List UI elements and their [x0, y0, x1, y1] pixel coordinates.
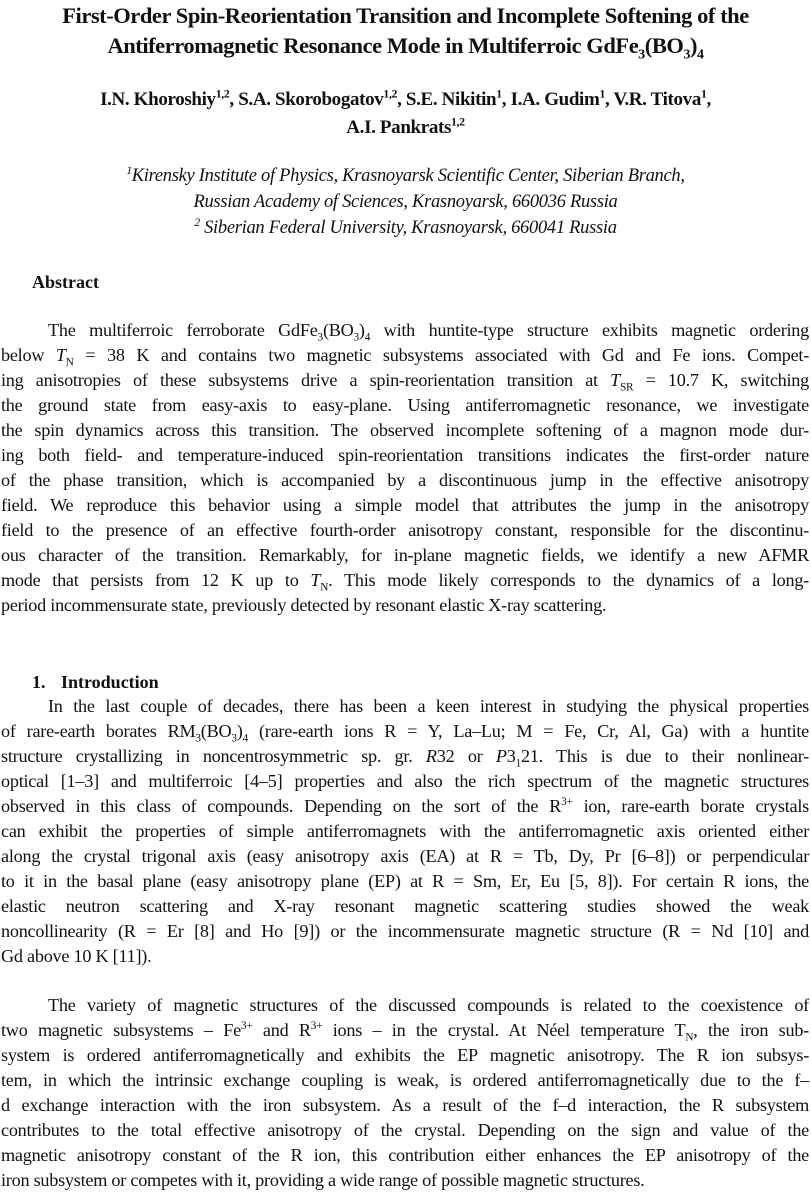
abstract-line: ing both field- and temperature-induced spin-reorientation transitions indicates the first-order nature — [1, 445, 809, 465]
section-heading-introduction — [32, 670, 159, 694]
affiliation-2: $^2$ Siberian Federal University, Krasnoyarsk, 660041 Russia — [194, 216, 617, 238]
intro-line: noncollinearity (R = Er [8] and Ho [9]) or the incommensurate magnetic structure (R = Nd [10] and — [1, 921, 809, 941]
intro-line: iron subsystem or competes with it, providing a wide range of possible magnetic structures. — [1, 1170, 645, 1190]
intro-line: Gd above 10 K [11]). — [1, 946, 152, 966]
author: I.A. Gudim$^1$ — [510, 87, 606, 110]
abstract-line: ing anisotropies of these subsystems drive a spin-reorientation transition at $T_{SR} = 10.7$ K, switching — [1, 370, 809, 394]
intro-line: can exhibit the properties of simple antiferromagnets with the antiferromagnetic axis oriented either — [1, 821, 809, 841]
author: I.N. Khoroshiy$^{1,2}$ — [100, 87, 230, 110]
abstract-body — [1, 318, 809, 618]
intro-line: along the crystal trigonal axis (easy anisotropy axis (EA) at R = Tb, Dy, Pr [6–8]) or perpendicular — [1, 846, 809, 866]
title-line-2: Antiferromagnetic Resonance Mode in Multiferroic $GdFe_3(BO_3)_4$ — [107, 33, 704, 63]
author: S.E. Nikitin$^1$ — [405, 87, 502, 110]
author: V.R. Titova$^1$ — [613, 87, 707, 110]
author: A.I. Pankrats$^{1,2}$ — [346, 115, 465, 138]
intro-line: tem, in which the intrinsic exchange coupling is weak, is ordered antiferromagnetically due to the f– — [1, 1070, 809, 1090]
intro-line: two magnetic subsystems – $Fe^{3+}$ and $R^{3+}$ ions – in the crystal. At Néel temperature $T_N$, the iron sub- — [1, 1019, 809, 1044]
intro-line: structure crystallizing in noncentrosymmetric sp. gr. R32 or $P3_121$. This is due to their nonlinear- — [1, 746, 809, 770]
intro-line: In the last couple of decades, there has been a keen interest in studying the physical properties — [48, 696, 809, 716]
intro-paragraph-2 — [1, 993, 809, 1193]
intro-line: d exchange interaction with the iron subsystem. As a result of the f–d interaction, the R subsystem — [1, 1095, 809, 1115]
abstract-line: ous character of the transition. Remarkably, for in-plane magnetic fields, we identify a new AFMR — [1, 545, 809, 565]
abstract-line: below $T_N = 38$ K and contains two magnetic subsystems associated with Gd and Fe ions. Compet- — [1, 345, 809, 369]
author: S.A. Skorobogatov$^{1,2}$ — [238, 87, 398, 110]
intro-line: system is ordered antiferromagnetically and exhibits the EP magnetic anisotropy. The R ion subsys- — [1, 1045, 809, 1065]
intro-line: observed in this class of compounds. Depending on the sort of the $R^{3+}$ ion, rare-earth borate crystals — [1, 795, 809, 816]
abstract-line: the spin dynamics across this transition. The observed incomplete softening of a magnon mode dur- — [1, 420, 809, 440]
abstract-line: mode that persists from 12 K up to $T_N$. This mode likely corresponds to the dynamics of a long- — [1, 570, 809, 594]
abstract-line: the ground state from easy-axis to easy-plane. Using antiferromagnetic resonance, we investigate — [1, 395, 809, 415]
affiliations — [0, 163, 811, 241]
intro-line: magnetic anisotropy constant of the R ion, this contribution either enhances the EP anisotropy of the — [1, 1145, 809, 1165]
affiliation-1: $^1$Kirensky Institute of Physics, Krasnoyarsk Scientific Center, Siberian Branch, Russian Academy of Sciences, Krasnoyarsk, 660036 Russia — [126, 164, 685, 212]
abstract-line: period incommensurate state, previously detected by resonant elastic X-ray scattering. — [1, 595, 607, 615]
intro-paragraph-1 — [1, 694, 809, 969]
intro-line: The variety of magnetic structures of the discussed compounds is related to the coexistence of — [48, 995, 809, 1015]
paper-title — [0, 1, 811, 61]
section-title: Introduction — [61, 672, 159, 692]
abstract-line: field. We reproduce this behavior using a simple model that attributes the jump in the anisotropy — [1, 495, 809, 515]
abstract-line: field to the presence of an effective fourth-order anisotropy constant, responsible for the discontinu- — [1, 520, 809, 540]
intro-line: elastic neutron scattering and X-ray resonant magnetic scattering studies showed the weak — [1, 896, 809, 916]
abstract-line: of the phase transition, which is accompanied by a discontinuous jump in the effective anisotropy — [1, 470, 809, 490]
intro-line: contributes to the total effective anisotropy of the crystal. Depending on the sign and value of the — [1, 1120, 809, 1140]
section-number: 1. — [32, 672, 46, 692]
abstract-line: The multiferroic ferroborate $GdFe_3(BO_3)_4$ with huntite-type structure exhibits magnetic ordering — [48, 320, 809, 344]
abstract-heading: Abstract — [32, 272, 99, 292]
intro-line: to it in the basal plane (easy anisotropy plane (EP) at R = Sm, Er, Eu [5, 8]). For certain R ions, the — [1, 871, 809, 891]
title-line-1: First-Order Spin-Reorientation Transition and Incomplete Softening of the — [62, 3, 749, 28]
author-list: I.N. Khoroshiy$^{1,2}$, S.A. Skorobogatov$^{1,2}$, S.E. Nikitin$^1$, I.A. Gudim$^1$, V.R. Titova$^1$, A.I. Pankrats$^{1,2}$ — [100, 87, 711, 138]
intro-line: of rare-earth borates $RM_3(BO_3)_4$ (rare-earth ions R = Y, La–Lu; M = Fe, Cr, Al, Ga) with a huntite — [1, 721, 809, 745]
intro-line: optical [1–3] and multiferroic [4–5] properties and also the rich spectrum of the magnetic structures — [1, 771, 809, 791]
